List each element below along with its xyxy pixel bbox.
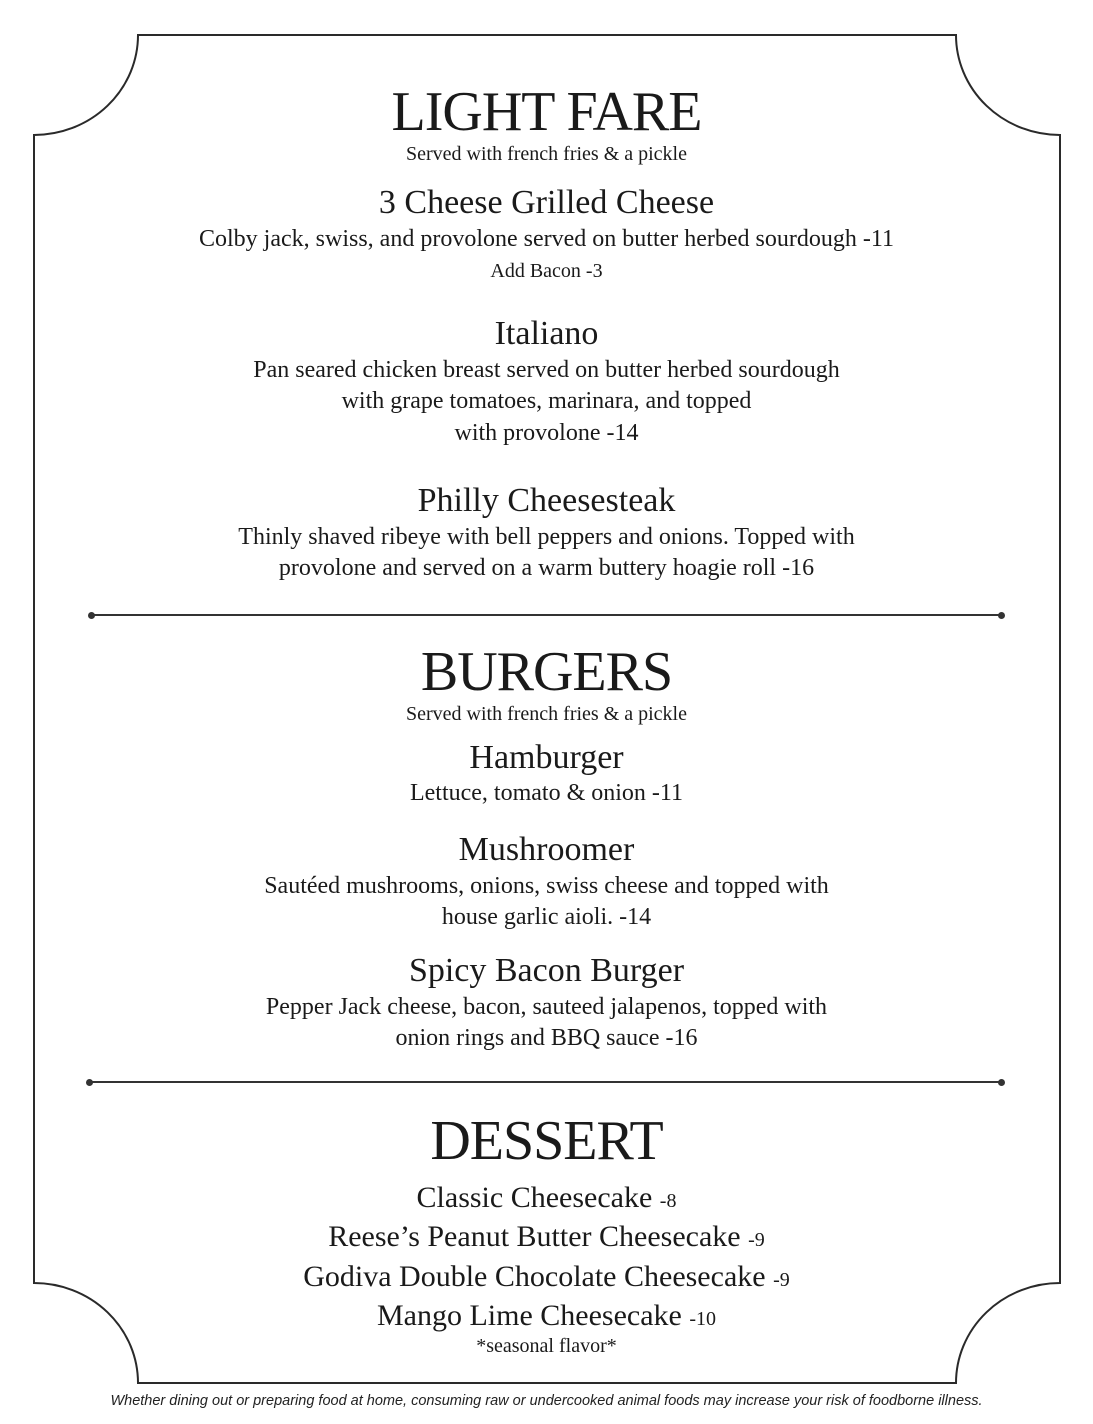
dessert-item <box>0 1257 1093 1300</box>
menu-item-description: Sautéed mushrooms, onions, swiss cheese and topped with <box>264 873 829 899</box>
menu-item-name: Spicy Bacon Burger <box>408 952 685 989</box>
divider-end-dot <box>86 1079 93 1086</box>
divider-end-dot <box>998 1079 1005 1086</box>
menu-item-description: provolone and served on a warm buttery hoagie roll -16 <box>278 555 815 581</box>
dessert-seasonal-note: *seasonal flavor* <box>476 1335 617 1357</box>
section-title-dessert: DESSERT <box>430 1110 663 1172</box>
menu-item-name: Mushroomer <box>458 831 635 868</box>
dessert-item-price: -9 <box>773 1269 790 1291</box>
section-subtitle-light-fare: Served with french fries & a pickle <box>405 143 687 165</box>
dessert-item-price: -10 <box>689 1308 717 1330</box>
menu-item-description: Colby jack, swiss, and provolone served on butter herbed sourdough -11 <box>199 226 894 252</box>
menu-item-description: Pepper Jack cheese, bacon, sauteed jalapenos, topped with <box>265 994 828 1020</box>
section-title-burgers: BURGERS <box>420 641 673 703</box>
menu-item-description: Lettuce, tomato & onion -11 <box>409 780 684 806</box>
dessert-item <box>0 1217 1093 1260</box>
menu-item-description: with provolone -14 <box>454 420 639 446</box>
menu-item-description: Pan seared chicken breast served on butter herbed sourdough <box>253 357 840 383</box>
menu-item-description: with grape tomatoes, marinara, and topped <box>341 388 752 414</box>
divider-end-dot <box>998 612 1005 619</box>
menu-item-addon: Add Bacon -3 <box>490 260 603 282</box>
section-title-light-fare: LIGHT FARE <box>391 81 702 143</box>
divider-end-dot <box>88 612 95 619</box>
dessert-item-name: Classic Cheesecake <box>416 1181 653 1214</box>
section-subtitle-burgers: Served with french fries & a pickle <box>405 703 687 725</box>
dessert-item <box>0 1296 1093 1339</box>
menu-item-name: 3 Cheese Grilled Cheese <box>378 184 715 221</box>
menu-item-name: Italiano <box>494 315 599 352</box>
dessert-item-name: Reese’s Peanut Butter Cheesecake <box>328 1220 741 1253</box>
dessert-item-name: Godiva Double Chocolate Cheesecake <box>303 1260 766 1293</box>
menu-item-name: Philly Cheesesteak <box>417 482 676 519</box>
dessert-item-price: -8 <box>659 1190 677 1212</box>
section-divider <box>92 1081 1002 1083</box>
menu-item-description: onion rings and BBQ sauce -16 <box>395 1025 698 1051</box>
dessert-item-name: Mango Lime Cheesecake <box>376 1299 682 1332</box>
dessert-item <box>0 1178 1093 1221</box>
section-divider <box>92 614 1002 616</box>
menu-item-name: Hamburger <box>469 739 624 776</box>
dessert-item-price: -9 <box>748 1229 765 1251</box>
menu-item-description: Thinly shaved ribeye with bell peppers and onions. Topped with <box>238 524 855 550</box>
menu-item-description: house garlic aioli. -14 <box>441 904 652 930</box>
food-safety-disclaimer: Whether dining out or preparing food at home, consuming raw or undercooked animal foods may increase your risk of foodborne illness. <box>110 1393 983 1409</box>
